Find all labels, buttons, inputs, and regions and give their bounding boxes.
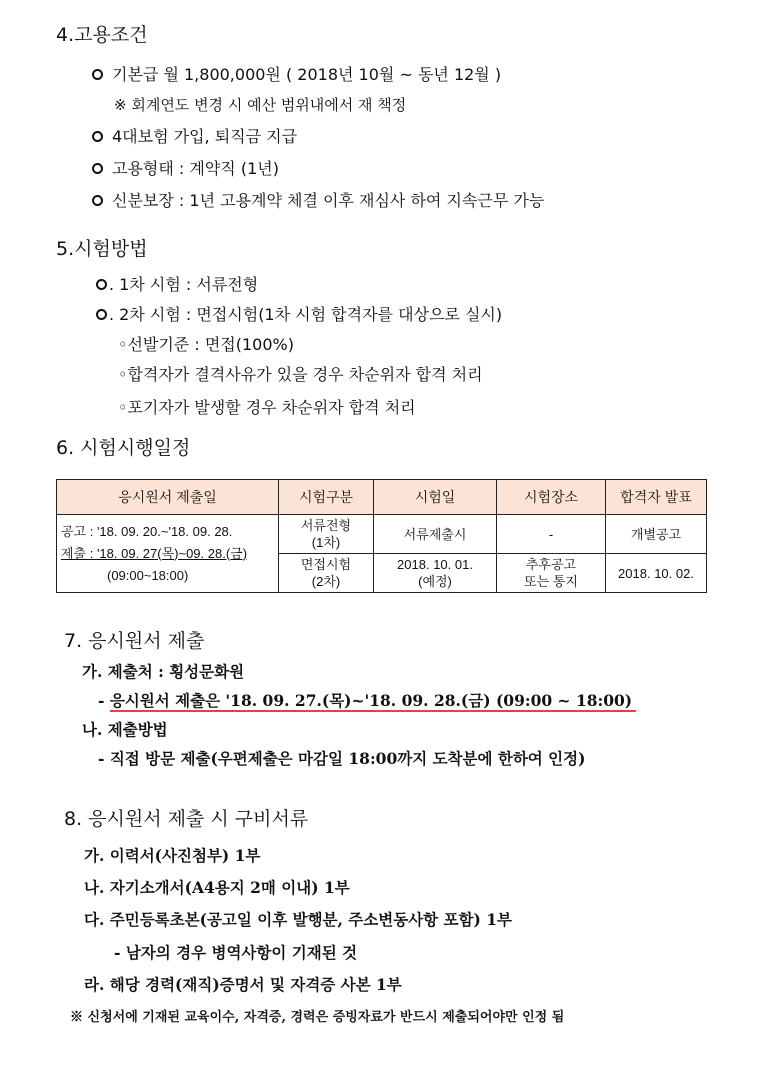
section5-heading: 5.시험방법 (56, 238, 148, 260)
circle-bullet-icon (92, 69, 103, 80)
sub-item: ◦선발기준 : 면접(100%) (118, 335, 294, 354)
list-item: - 응시원서 제출은 '18. 09. 27.(목)~'18. 09. 28.(금) (09:00 ~ 18:00) (98, 691, 633, 710)
exam-date-cell: 2018. 10. 01. (예정) (374, 554, 497, 593)
circle-bullet-icon (96, 309, 107, 320)
col-header: 응시원서 제출일 (57, 480, 279, 515)
sub-item: ◦포기자가 발생할 경우 차순위자 합격 처리 (118, 398, 416, 417)
period-hours: (09:00~18:00) (107, 567, 189, 583)
sub-item: - 남자의 경우 병역사항이 기재된 것 (114, 943, 358, 962)
list-item: 나. 자기소개서(A4용지 2매 이내) 1부 (84, 878, 350, 897)
circle-bullet-icon (96, 279, 107, 290)
section4-heading: 4.고용조건 (56, 24, 148, 46)
list-item: 라. 해당 경력(재직)증명서 및 자격증 사본 1부 (84, 975, 402, 994)
table-row (57, 515, 707, 554)
section7-heading: 7. 응시원서 제출 (64, 630, 205, 652)
circle-bullet-icon (92, 195, 103, 206)
exam-date-cell: 서류제출시 (374, 515, 497, 554)
exam-type-cell: 면접시험 (2차) (279, 554, 374, 593)
red-underline (110, 710, 636, 712)
table-header-row (57, 480, 707, 515)
circle-bullet-icon (92, 163, 103, 174)
result-cell: 개별공고 (606, 515, 707, 554)
result-cell: 2018. 10. 02. (606, 554, 707, 593)
exam-place-cell: 추후공고 또는 통지 (497, 554, 606, 593)
list-item: - 직접 방문 제출(우편제출은 마감일 18:00까지 도착분에 한하여 인정) (98, 749, 586, 768)
section6-heading: 6. 시험시행일정 (56, 437, 191, 459)
schedule-table (56, 479, 707, 593)
col-header: 시험장소 (497, 480, 606, 515)
list-item: 기본급 월 1,800,000원 ( 2018년 10월 ~ 동년 12월 ) (92, 62, 501, 85)
note-item: ※ 회계연도 변경 시 예산 범위내에서 재 책정 (114, 96, 407, 114)
sub-item: ◦합격자가 결격사유가 있을 경우 차순위자 합격 처리 (118, 365, 483, 384)
list-item: 신분보장 : 1년 고용계약 체결 이후 재심사 하여 지속근무 가능 (92, 188, 544, 211)
exam-type-cell: 서류전형 (1차) (279, 515, 374, 554)
list-item: . 2차 시험 : 면접시험(1차 시험 합격자를 대상으로 실시) (96, 302, 502, 325)
col-header: 합격자 발표 (606, 480, 707, 515)
list-item: 가. 이력서(사진첨부) 1부 (84, 846, 261, 865)
list-item: 다. 주민등록초본(공고일 이후 발행분, 주소변동사항 포함) 1부 (84, 910, 512, 929)
list-item: . 1차 시험 : 서류전형 (96, 272, 258, 295)
col-header: 시험구분 (279, 480, 374, 515)
list-item: 나. 제출방법 (82, 720, 168, 739)
exam-place-cell: - (497, 515, 606, 554)
period-cell (57, 515, 279, 593)
footnote: ※ 신청서에 기재된 교육이수, 자격증, 경력은 증빙자료가 반드시 제출되어야만 인정 됨 (70, 1010, 565, 1025)
section8-heading: 8. 응시원서 제출 시 구비서류 (64, 808, 309, 830)
period-submit: 제출 : '18. 09. 27(목)~09. 28.(금) (61, 545, 248, 561)
list-item: 4대보험 가입, 퇴직금 지급 (92, 124, 297, 147)
list-item: 고용형태 : 계약직 (1년) (92, 156, 279, 179)
col-header: 시험일 (374, 480, 497, 515)
circle-bullet-icon (92, 131, 103, 142)
list-item: 가. 제출처 : 횡성문화원 (82, 662, 245, 681)
period-notice: 공고 : '18. 09. 20.~'18. 09. 28. (61, 523, 233, 539)
